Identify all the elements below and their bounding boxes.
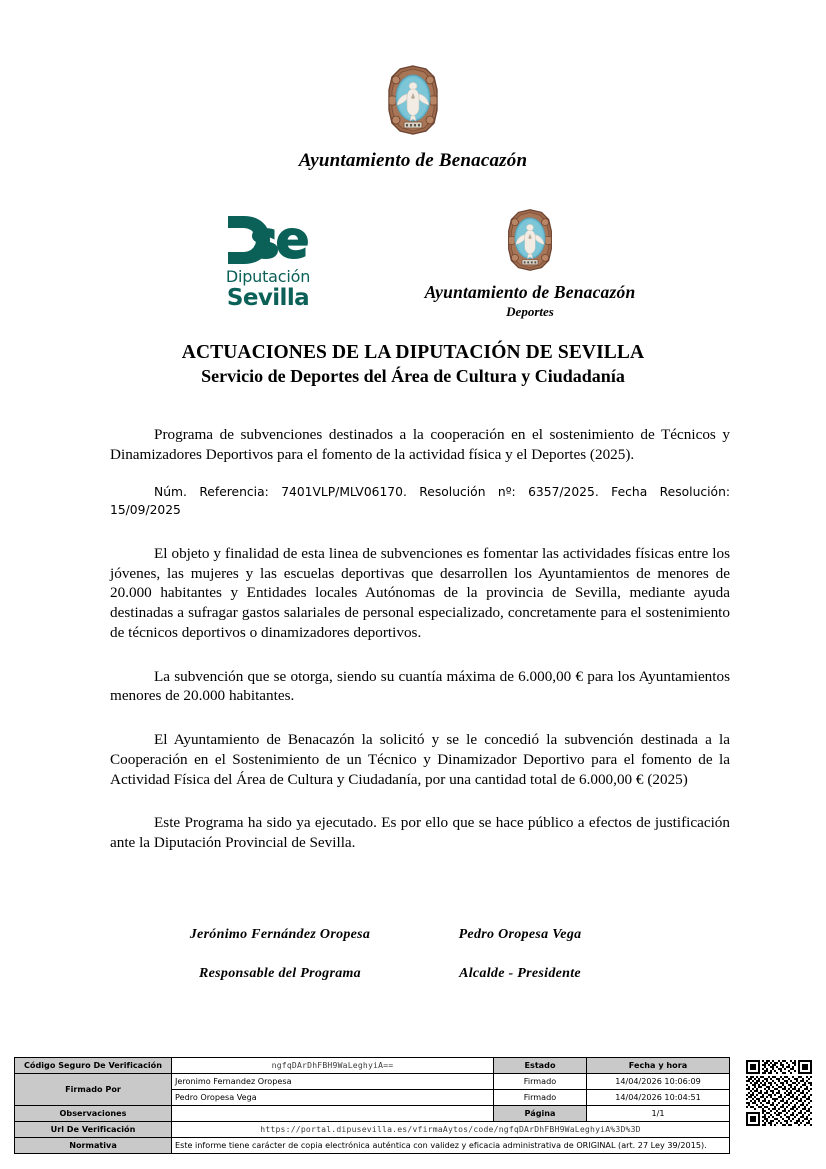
paragraph-program: Programa de subvenciones destinados a la cooperación en el sostenimiento de Técnicos y Dinamizadores Deportivos para el fomento de la actividad física y el Deportes (2025). [110, 426, 730, 463]
paragraph-reference: Núm. Referencia: 7401VLP/MLV06170. Resolución nº: 6357/2025. Fecha Resolución: 15/09/2025 [110, 484, 730, 518]
document-header [0, 0, 826, 172]
value-verification-url[interactable]: https://portal.dipusevilla.es/vfirmaAytos/code/ngfqDArDhFBH9WaLeghyiA%3D%3D [172, 1122, 730, 1138]
signer-name: Jerónimo Fernández Oropesa [189, 926, 371, 942]
table-row-normative [15, 1138, 730, 1154]
document-body [110, 425, 730, 853]
value-signer-status: Firmado [494, 1090, 587, 1106]
signature-block [0, 927, 826, 987]
value-signer-name: Pedro Oropesa Vega [172, 1090, 494, 1106]
qr-code-icon[interactable] [746, 1060, 812, 1126]
ayuntamiento-deportes-logo [382, 208, 678, 320]
header-datetime: Fecha y hora [587, 1058, 730, 1074]
department-name: Deportes [506, 304, 554, 319]
benacazon-coat-of-arms-icon [502, 208, 558, 272]
paragraph-purpose: El objeto y finalidad de esta linea de subvenciones es fomentar las actividades físicas entre los jóvenes, las mujeres y las escuelas deportivas que desarrollen los Ayuntamientos de menores de 20.000 habitantes y Entidades locales Autónomas de la provincia de Sevilla, mediante ayuda destinadas a sufragar gastos salariales de personal especializado, concretamente para el sostenimiento de técnicos deportivos o dinamizadores deportivos. [110, 544, 730, 641]
benacazon-coat-of-arms-icon [382, 64, 444, 136]
value-page: 1/1 [587, 1106, 730, 1122]
value-signer-datetime: 14/04/2026 10:06:09 [587, 1074, 730, 1090]
diputacion-label: Diputación [225, 267, 311, 286]
value-signer-datetime: 14/04/2026 10:04:51 [587, 1090, 730, 1106]
label-page: Página [494, 1106, 587, 1122]
signature-right [420, 927, 620, 982]
paragraph-granted: El Ayuntamiento de Benacazón la solicitó y se le concedió la subvención destinada a la Cooperación en el Sostenimiento de un Técnico y Dinamizador Deportivo para el fomento de la Actividad Física del Área de Cultura y Ciudadanía, por una cantidad total de 6.000,00 € (2025) [110, 731, 730, 788]
value-signer-name: Jeronimo Fernandez Oropesa [172, 1074, 494, 1090]
signer-name: Pedro Oropesa Vega [458, 926, 582, 942]
entity-name: Ayuntamiento de Benacazón [298, 150, 528, 171]
value-normative: Este informe tiene carácter de copia electrónica auténtica con validez y eficacia administrativa de ORIGINAL (art. 27 Ley 39/2015). [172, 1138, 730, 1154]
value-observations [172, 1106, 494, 1122]
page-title [0, 342, 826, 387]
title-secondary: Servicio de Deportes del Área de Cultura y Ciudadanía [201, 366, 625, 386]
title-primary: ACTUACIONES DE LA DIPUTACIÓN DE SEVILLA [181, 342, 645, 363]
verification-table [14, 1057, 730, 1154]
signer-role: Alcalde - Presidente [459, 965, 581, 981]
table-row-signer-1 [15, 1074, 730, 1090]
signer-role: Responsable del Programa [199, 965, 361, 981]
label-observations: Observaciones [15, 1106, 172, 1122]
diputacion-sevilla-ds-monogram-icon [218, 214, 318, 266]
diputacion-sevilla-logo [218, 214, 318, 310]
sevilla-label: Sevilla [226, 285, 310, 311]
header-status: Estado [494, 1058, 587, 1074]
verification-footer [14, 1057, 812, 1154]
table-row-url [15, 1122, 730, 1138]
logos-row [0, 208, 826, 320]
paragraph-amount: La subvención que se otorga, siendo su cuantía máxima de 6.000,00 € para los Ayuntamientos menores de 20.000 habitantes. [110, 667, 730, 705]
signature-left [148, 927, 412, 982]
label-csv: Código Seguro De Verificación [15, 1058, 172, 1074]
paragraph-execution: Este Programa ha sido ya ejecutado. Es por ello que se hace público a efectos de justificación ante la Diputación Provincial de Sevilla. [110, 814, 730, 852]
label-signed-by: Firmado Por [15, 1074, 172, 1106]
value-csv-code: ngfqDArDhFBH9WaLeghyiA== [172, 1058, 494, 1074]
entity-name: Ayuntamiento de Benacazón [424, 282, 636, 302]
label-normative: Normativa [15, 1138, 172, 1154]
value-signer-status: Firmado [494, 1074, 587, 1090]
table-row-observations [15, 1106, 730, 1122]
table-row-csv [15, 1058, 730, 1074]
label-url: Url De Verificación [15, 1122, 172, 1138]
